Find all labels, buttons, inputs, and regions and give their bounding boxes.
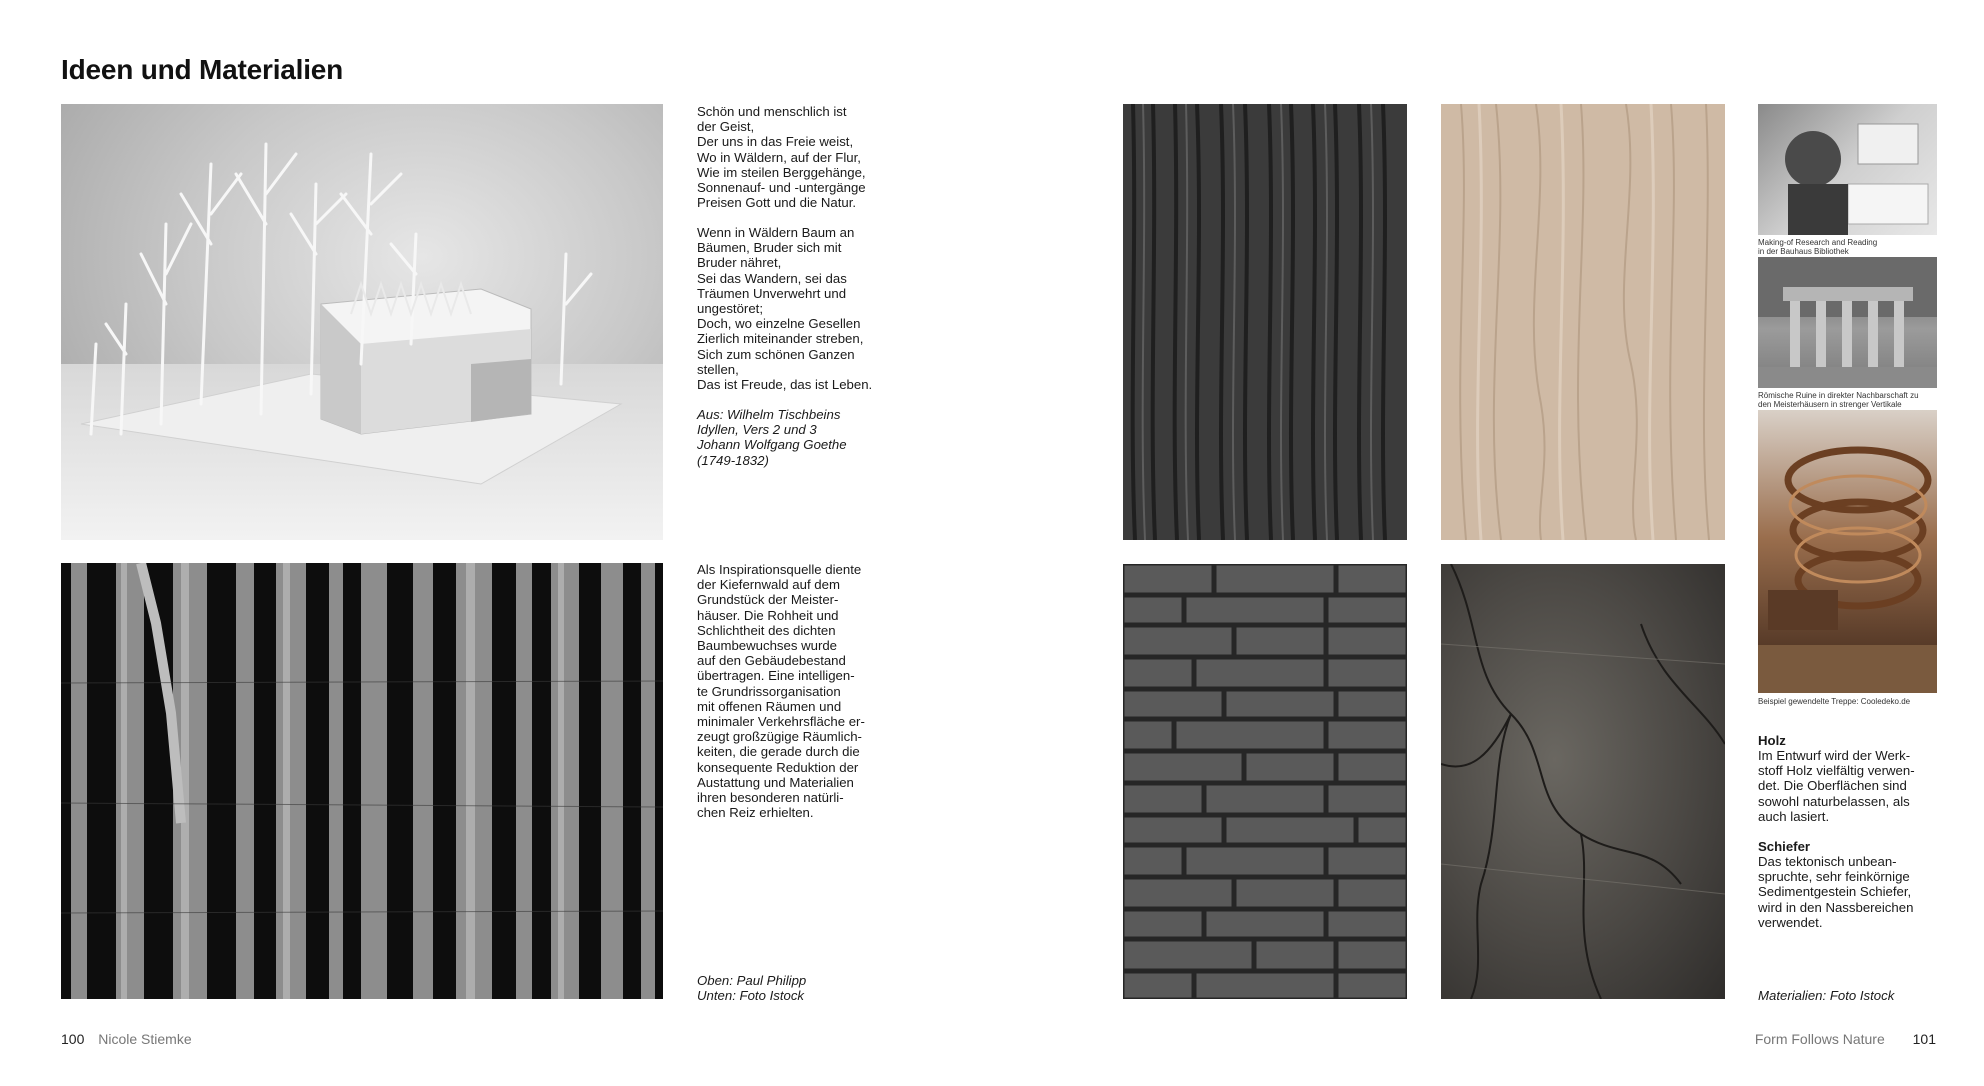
materials-credit: Materialien: Foto Istock [1758, 988, 1895, 1003]
holz-text: Im Entwurf wird der Werk- stoff Holz vielfältig verwen- det. Die Oberflächen sind sowohl naturbelassen, als auch lasiert. [1758, 748, 1915, 824]
schiefer-heading: Schiefer [1758, 839, 1811, 854]
poem-stanza-2: Wenn in Wäldern Baum an Bäumen, Bruder sich mit Bruder nähret, Sei das Wandern, sei das Träumen Unverwehrt und ungestöret; Doch, wo einzelne Gesellen Zierlich miteinander streben, Sich zum schönen Ganzen stellen, Das ist Freude, das ist Leben. [697, 225, 873, 393]
caption-ruin: Römische Ruine in direkter Nachbarschaft zu den Meisterhäusern in strenger Vertikale [1758, 391, 1919, 409]
poem-stanza-1: Schön und menschlich ist der Geist, Der uns in das Freie weist, Wo in Wäldern, auf der Flur, Wie im steilen Berggehänge, Sonnenauf- und -untergänge Preisen Gott und die Natur. [697, 104, 866, 211]
pine-forest-photo [61, 563, 663, 999]
light-wood-texture [1441, 104, 1725, 540]
schiefer-text: Das tektonisch unbean- spruchte, sehr feinkörnige Sedimentgestein Schiefer, wird in den Nassbereichen verwendet. [1758, 854, 1914, 930]
slate-stone-wall-texture [1123, 564, 1407, 999]
footer-left [61, 1031, 192, 1047]
holz-heading: Holz [1758, 733, 1786, 748]
left-page-number: 100 [61, 1031, 85, 1047]
caption-reading: Making-of Research and Reading in der Bauhaus Bibliothek [1758, 238, 1878, 256]
dark-wood-texture [1123, 104, 1407, 540]
research-reading-photo [1758, 104, 1937, 235]
inspiration-paragraph: Als Inspirationsquelle diente der Kiefernwald auf dem Grundstück der Meister- häuser. Die Rohheit und Schlichtheit des dichten Baumbewuchses wurde auf den Gebäudebestand übertragen. Eine intelligen- te Grundrissorganisation mit offenen Räumen und minimaler Verkehrsfläche er- zeugt großzügige Räumlich- keiten, die gerade durch die konsequente Reduktion der Austattung und Materialien ihren besonderen natürli- chen Reiz erhielten. [697, 562, 865, 821]
right-page-number: 101 [1912, 1031, 1936, 1047]
slate-surface-texture [1441, 564, 1725, 999]
photo-credits: Oben: Paul Philipp Unten: Foto Istock [697, 973, 807, 1004]
page-title: Ideen und Materialien [61, 54, 344, 85]
author-name: Nicole Stiemke [98, 1031, 192, 1047]
roman-ruin-photo [1758, 257, 1937, 388]
architecture-model-photo [61, 104, 663, 540]
book-title: Form Follows Nature [1754, 1031, 1885, 1047]
spiral-staircase-photo [1758, 410, 1937, 693]
caption-stairs: Beispiel gewendelte Treppe: Cooledeko.de [1758, 697, 1911, 706]
poem-source: Aus: Wilhelm Tischbeins Idyllen, Vers 2 und 3 Johann Wolfgang Goethe (1749-1832) [697, 407, 847, 468]
footer-right [1740, 1031, 1936, 1047]
